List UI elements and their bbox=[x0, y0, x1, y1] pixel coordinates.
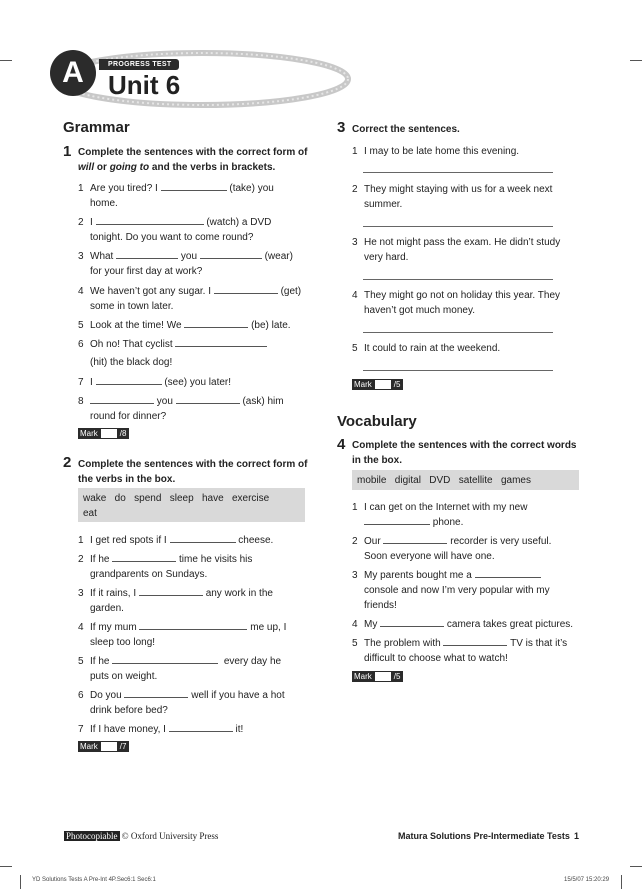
answer-blank[interactable] bbox=[214, 284, 278, 294]
answer-blank[interactable] bbox=[169, 722, 233, 732]
exercise-4-instructions: Complete the sentences with the correct words in the box. bbox=[352, 440, 577, 466]
answer-blank[interactable] bbox=[184, 318, 248, 328]
exercise-1-item-1: 1 Are you tired? I (take) you home. bbox=[78, 183, 274, 209]
exercise-4-item-4: 4 My camera takes great pictures. bbox=[352, 619, 574, 630]
exercise-4-word-box: mobile digital DVD satellite games bbox=[352, 470, 579, 490]
answer-blank[interactable] bbox=[124, 688, 188, 698]
answer-blank[interactable] bbox=[383, 534, 447, 544]
exercise-3-number: 3 bbox=[337, 119, 346, 136]
exercise-4-item-1: 1 I can get on the Internet with my new phone. bbox=[352, 502, 528, 528]
series-title: Matura Solutions Pre-Intermediate Tests bbox=[398, 831, 570, 841]
exercise-4-number: 4 bbox=[337, 436, 346, 453]
exercise-2-item-7: 7 If I have money, I it! bbox=[78, 724, 244, 735]
exercise-2-item-1: 1 I get red spots if I cheese. bbox=[78, 535, 274, 546]
grammar-heading: Grammar bbox=[63, 119, 130, 136]
answer-blank[interactable] bbox=[112, 552, 176, 562]
answer-blank[interactable] bbox=[112, 654, 218, 664]
answer-blank[interactable] bbox=[96, 375, 162, 385]
score-box[interactable] bbox=[100, 741, 118, 752]
exercise-3-instructions: Correct the sentences. bbox=[352, 124, 460, 135]
answer-line[interactable] bbox=[363, 332, 553, 333]
answer-blank[interactable] bbox=[364, 515, 430, 525]
score-box[interactable] bbox=[374, 379, 392, 390]
header-swoosh bbox=[52, 48, 352, 110]
exercise-3-item-1: 1 I may to be late home this evening. bbox=[352, 146, 520, 157]
answer-blank[interactable] bbox=[170, 533, 236, 543]
answer-blank[interactable] bbox=[380, 617, 444, 627]
print-slug-right: 15/5/07 15:20:29 bbox=[564, 877, 610, 883]
exercise-4-item-2: 2 Our recorder is very useful. Soon everyone will have one. bbox=[352, 536, 552, 562]
answer-blank[interactable] bbox=[96, 215, 204, 225]
exercise-2-mark: Mark /7 bbox=[78, 741, 129, 752]
answer-blank[interactable] bbox=[139, 620, 247, 630]
copyright-line: Photocopiable © Oxford University Press bbox=[66, 831, 219, 841]
answer-line[interactable] bbox=[363, 279, 553, 280]
exercise-4-item-5: 5 The problem with TV is that it’s difficult to choose what to watch! bbox=[352, 638, 568, 664]
exercise-4-mark: Mark /5 bbox=[352, 671, 403, 682]
exercise-3-item-2: 2 They might staying with us for a week next summer. bbox=[352, 184, 553, 210]
answer-line[interactable] bbox=[363, 370, 553, 371]
exercise-2-instructions: Complete the sentences with the correct form of the verbs in the box. bbox=[78, 459, 308, 485]
exercise-3-item-3: 3 He not might pass the exam. He didn’t study very hard. bbox=[352, 237, 561, 263]
page-title: Unit 6 bbox=[108, 70, 181, 100]
answer-blank[interactable] bbox=[176, 394, 240, 404]
answer-line[interactable] bbox=[363, 172, 553, 173]
answer-blank[interactable] bbox=[200, 249, 262, 259]
answer-blank[interactable] bbox=[90, 394, 154, 404]
test-letter-badge: A bbox=[50, 50, 96, 96]
exercise-4-item-3: 3 My parents bought me a console and now I’m very popular with my friends! bbox=[352, 570, 550, 611]
exercise-1-mark: Mark /8 bbox=[78, 428, 129, 439]
exercise-2-item-3: 3 If it rains, I any work in the garden. bbox=[78, 588, 273, 614]
print-slug-left: YD Solutions Tests A Pre-Int 4P.Sec6:1 Sec6:1 bbox=[32, 877, 156, 883]
exercise-1-instructions: Complete the sentences with the correct form of will or going to and the verbs in brackets. bbox=[78, 147, 308, 173]
answer-blank[interactable] bbox=[116, 249, 178, 259]
answer-blank[interactable] bbox=[175, 337, 267, 347]
score-box[interactable] bbox=[374, 671, 392, 682]
exercise-2-word-box: wake do spend sleep have exercise eat bbox=[78, 488, 305, 522]
answer-blank[interactable] bbox=[475, 568, 541, 578]
exercise-1-item-8: 8 you (ask) him round for dinner? bbox=[78, 396, 284, 422]
exercise-1-item-7: 7 I (see) you later! bbox=[78, 377, 232, 388]
exercise-3-item-5: 5 It could to rain at the weekend. bbox=[352, 343, 501, 354]
exercise-1-number: 1 bbox=[63, 143, 72, 160]
crop-mark bbox=[621, 875, 622, 889]
answer-blank[interactable] bbox=[443, 636, 507, 646]
exercise-1-item-3: 3 What you (wear) for your first day at work? bbox=[78, 251, 293, 277]
vocabulary-heading: Vocabulary bbox=[337, 413, 417, 430]
answer-line[interactable] bbox=[363, 226, 553, 227]
exercise-1-item-6: 6 Oh no! That cyclist (hit) the black dog! bbox=[78, 337, 318, 367]
page-number: 1 bbox=[574, 831, 580, 841]
exercise-3-item-4: 4 They might go not on holiday this year. They haven’t got much money. bbox=[352, 290, 561, 316]
exercise-2-number: 2 bbox=[63, 454, 72, 471]
exercise-2-item-5: 5 If he every day he puts on weight. bbox=[78, 656, 282, 682]
crop-mark bbox=[630, 60, 642, 61]
exercise-2-item-6: 6 Do you well if you have a hot drink before bed? bbox=[78, 690, 285, 716]
exercise-3-mark: Mark /5 bbox=[352, 379, 403, 390]
progress-test-label: PROGRESS TEST bbox=[99, 59, 179, 70]
crop-mark bbox=[0, 60, 12, 61]
answer-blank[interactable] bbox=[139, 586, 203, 596]
answer-blank[interactable] bbox=[161, 181, 227, 191]
crop-mark bbox=[630, 866, 642, 867]
crop-mark bbox=[20, 875, 21, 889]
exercise-1-item-2: 2 I (watch) a DVD tonight. Do you want to come round? bbox=[78, 217, 272, 243]
exercise-1-item-5: 5 Look at the time! We (be) late. bbox=[78, 320, 291, 331]
photocopiable-tag: Photocopiable bbox=[66, 831, 118, 841]
exercise-2-item-2: 2 If he time he visits his grandparents on Sundays. bbox=[78, 554, 253, 580]
exercise-1-item-4: 4 We haven’t got any sugar. I (get) some in town later. bbox=[78, 286, 302, 312]
crop-mark bbox=[0, 866, 12, 867]
score-box[interactable] bbox=[100, 428, 118, 439]
exercise-2-item-4: 4 If my mum me up, I sleep too long! bbox=[78, 622, 287, 648]
